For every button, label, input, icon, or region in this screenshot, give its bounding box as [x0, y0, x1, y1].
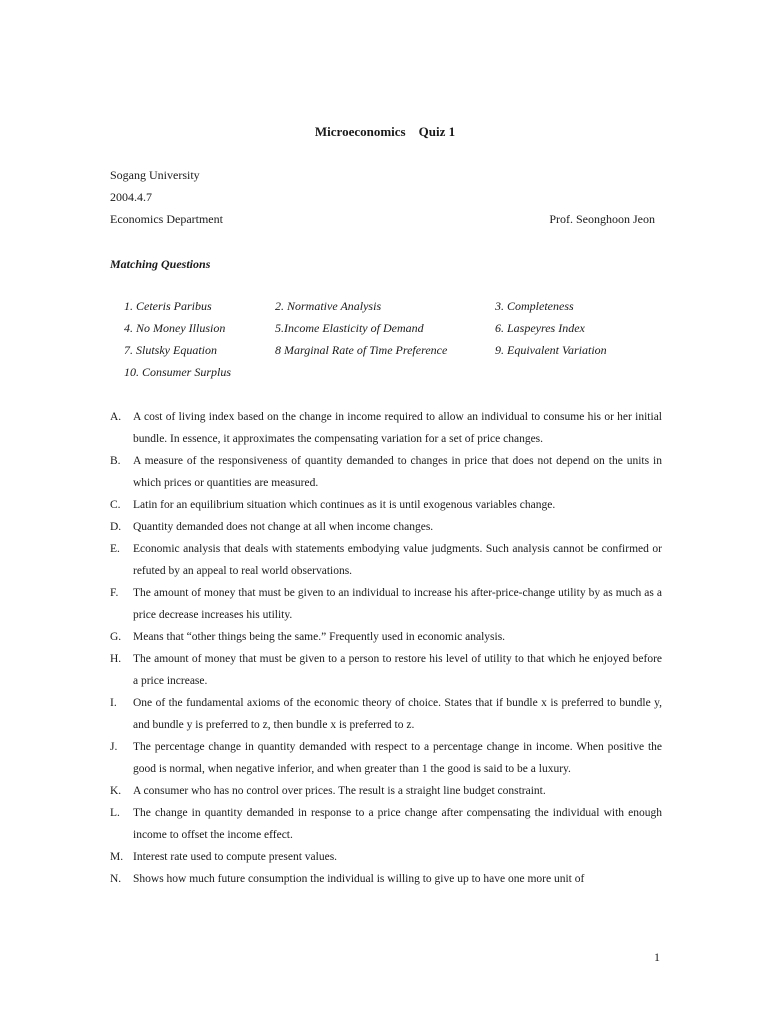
definition-item [110, 846, 662, 868]
section-heading: Matching Questions [110, 257, 211, 271]
definition-text: Means that “other things being the same.” Frequently used in economic analysis. [133, 631, 506, 643]
definition-item [110, 516, 662, 538]
term-item: 9. Equivalent Variation [495, 343, 607, 357]
definition-letter: D. [110, 521, 122, 533]
definition-text: Latin for an equilibrium situation which continues as it is until exogenous variables change. [133, 499, 556, 511]
definition-letter: L. [110, 807, 120, 819]
definition-letter: G. [110, 631, 122, 643]
definition-item [110, 494, 662, 516]
term-item: 2. Normative Analysis [275, 299, 382, 313]
term-item: 8 Marginal Rate of Time Preference [275, 343, 448, 357]
definition-text: Quantity demanded does not change at all when income changes. [133, 521, 434, 533]
quiz-date: 2004.4.7 [110, 190, 152, 204]
definition-item [110, 802, 662, 846]
definition-text: The percentage change in quantity demanded with respect to a percentage change in income. When positive the good is normal, when negative inferior, and when greater than 1 the good is said to be a luxury. [133, 741, 662, 775]
definition-text: The amount of money that must be given to a person to restore his level of utility to that which he enjoyed before a price increase. [133, 653, 662, 687]
definition-item [110, 780, 662, 802]
professor-name: Prof. Seonghoon Jeon [549, 212, 655, 226]
definition-letter: E. [110, 543, 120, 555]
term-item: 6. Laspeyres Index [495, 321, 585, 335]
definition-item [110, 538, 662, 582]
definition-text: Interest rate used to compute present values. [133, 851, 338, 863]
definition-letter: H. [110, 653, 122, 665]
definition-text: The change in quantity demanded in response to a price change after compensating the individual with enough income to offset the income effect. [133, 807, 662, 841]
definition-text: A consumer who has no control over prices. The result is a straight line budget constraint. [133, 785, 546, 797]
definition-item [110, 868, 662, 890]
definition-text: A cost of living index based on the change in income required to allow an individual to consume his or her initial bundle. In essence, it approximates the compensating variation for a set of price changes. [133, 411, 662, 445]
term-item: 7. Slutsky Equation [124, 343, 217, 357]
definition-text: Economic analysis that deals with statements embodying value judgments. Such analysis cannot be confirmed or refuted by an appeal to real world observations. [133, 543, 662, 577]
term-item: 3. Completeness [495, 299, 574, 313]
page-number: 1 [654, 950, 660, 964]
definition-item [110, 406, 662, 450]
definition-letter: B. [110, 455, 121, 467]
university-name: Sogang University [110, 168, 200, 182]
definition-letter: N. [110, 873, 122, 885]
definition-text: The amount of money that must be given to an individual to increase his after-price-change utility by as much as a price decrease increases his utility. [133, 587, 662, 621]
definitions-list [110, 406, 662, 890]
department-name: Economics Department [110, 212, 223, 226]
definition-letter: F. [110, 587, 119, 599]
definition-letter: K. [110, 785, 122, 797]
definition-text: A measure of the responsiveness of quantity demanded to changes in price that does not depend on the units in which prices or quantities are measured. [133, 455, 662, 489]
page-title: Microeconomics Quiz 1 [314, 124, 456, 139]
definition-item [110, 626, 662, 648]
definition-letter: A. [110, 411, 122, 423]
definition-item [110, 736, 662, 780]
definition-item [110, 582, 662, 626]
definition-letter: C. [110, 499, 121, 511]
definition-letter: J. [110, 741, 118, 753]
term-item: 4. No Money Illusion [124, 321, 226, 335]
definition-letter: M. [110, 851, 124, 863]
term-item: 5.Income Elasticity of Demand [275, 321, 424, 335]
definition-text: Shows how much future consumption the individual is willing to give up to have one more unit of [133, 873, 585, 885]
term-item: 1. Ceteris Paribus [124, 299, 212, 313]
definition-item [110, 450, 662, 494]
definition-letter: I. [110, 697, 117, 709]
definition-text: One of the fundamental axioms of the economic theory of choice. States that if bundle x is preferred to bundle y, and bundle y is preferred to z, then bundle x is preferred to z. [133, 697, 662, 731]
term-item: 10. Consumer Surplus [124, 365, 232, 379]
definition-item [110, 692, 662, 736]
definition-item [110, 648, 662, 692]
